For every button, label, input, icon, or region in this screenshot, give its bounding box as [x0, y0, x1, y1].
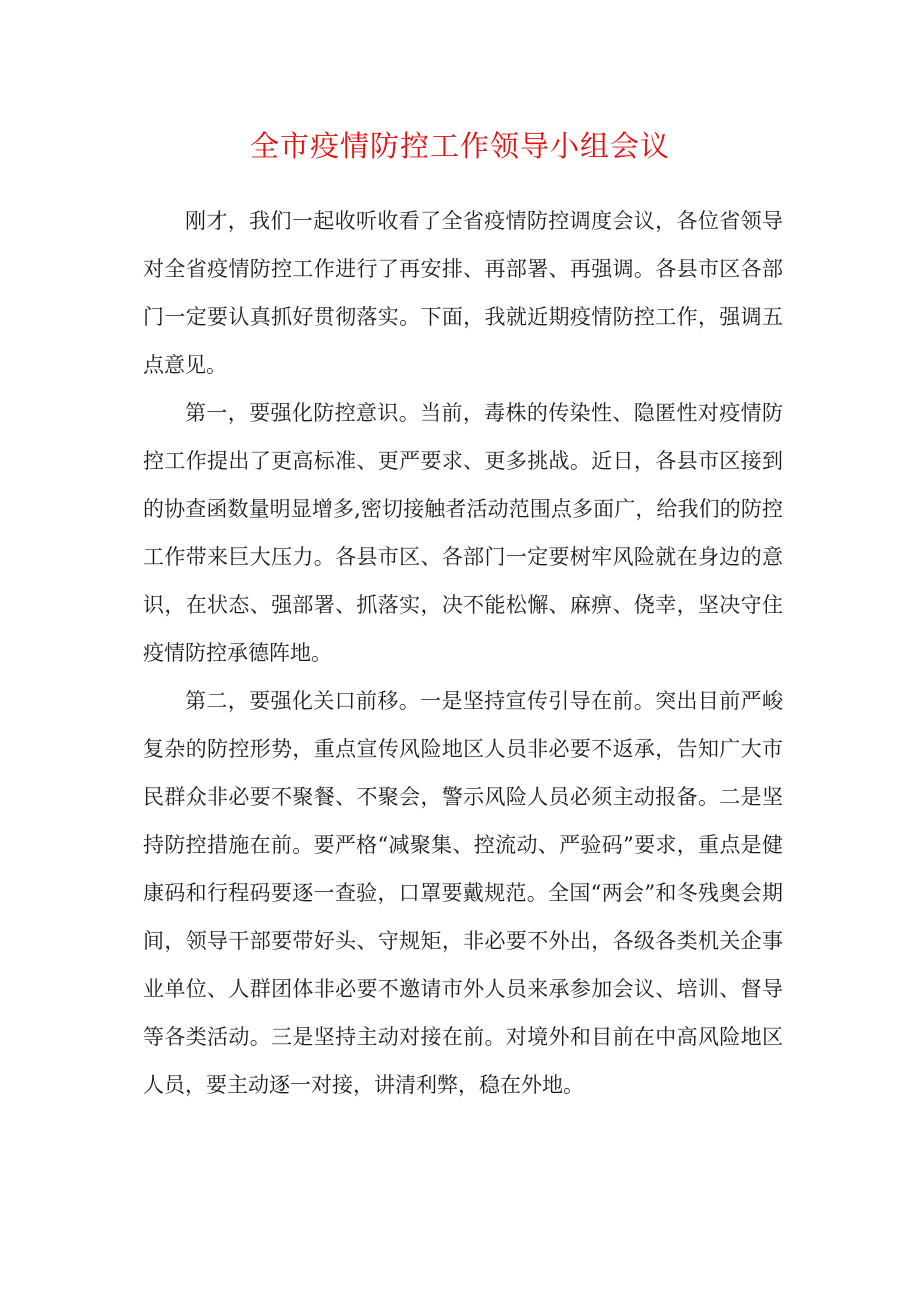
document-title: 全市疫情防控工作领导小组会议 [249, 129, 670, 163]
document-body [143, 197, 783, 1109]
paragraph-intro: 刚才，我们一起收听收看了全省疫情防控调度会议，各位省领导对全省疫情防控工作进行了再安排、再部署、再强调。各县市区各部门一定要认真抓好贯彻落实。下面，我就近期疫情防控工作，强调五点意见。 [143, 209, 783, 377]
paragraph-first-point: 第一，要强化防控意识。当前，毒株的传染性、隐匿性对疫情防控工作提出了更高标准、更严要求、更多挑战。近日，各县市区接到的协查函数量明显增多,密切接触者活动范围点多面广，给我们的防控工作带来巨大压力。各县市区、各部门一定要树牢风险就在身边的意识，在状态、强部署、抓落实，决不能松懈、麻痹、侥幸，坚决守住疫情防控承德阵地。 [143, 401, 783, 665]
paragraph-second-point: 第二，要强化关口前移。一是坚持宣传引导在前。突出目前严峻复杂的防控形势，重点宣传风险地区人员非必要不返承，告知广大市民群众非必要不聚餐、不聚会，警示风险人员必须主动报备。二是坚持防控措施在前。要严格“减聚集、控流动、严验码”要求，重点是健康码和行程码要逐一查验，口罩要戴规范。全国“两会”和冬残奥会期间，领导干部要带好头、守规矩，非必要不外出，各级各类机关企事业单位、人群团体非必要不邀请市外人员来承参加会议、培训、督导等各类活动。三是坚持主动对接在前。对境外和目前在中高风险地区人员，要主动逐一对接，讲清利弊，稳在外地。 [143, 689, 783, 1097]
